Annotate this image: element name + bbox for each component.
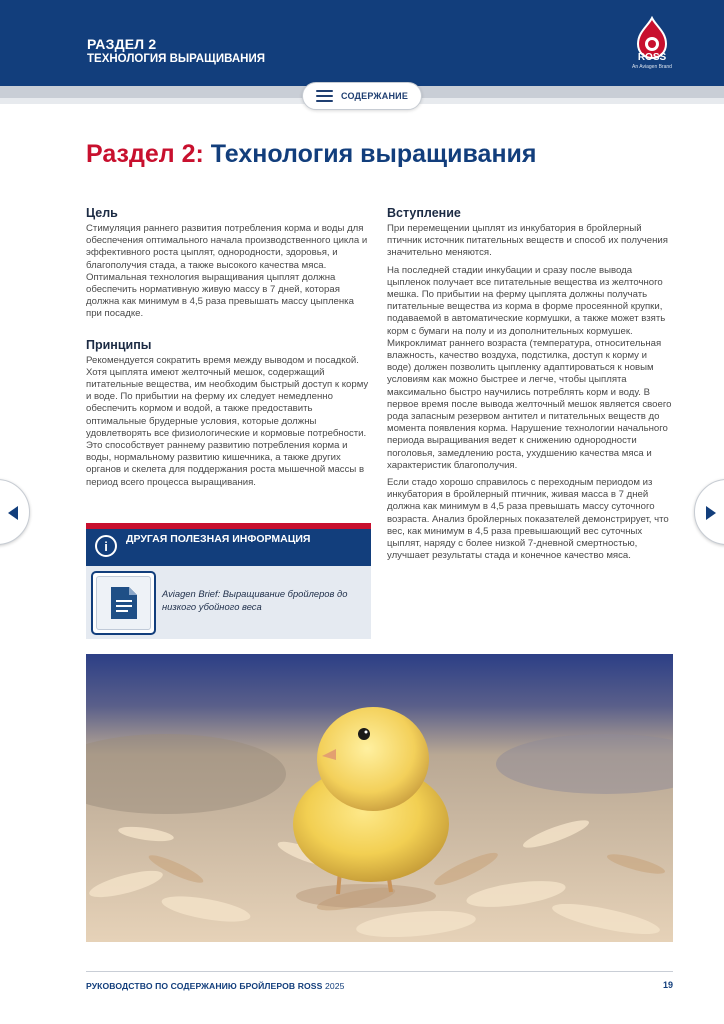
chevron-right-icon: [706, 506, 716, 520]
contents-label: СОДЕРЖАНИЕ: [340, 91, 409, 101]
info-box-title: ДРУГАЯ ПОЛЕЗНАЯ ИНФОРМАЦИЯ: [126, 533, 311, 545]
menu-icon: [316, 90, 333, 102]
info-box-body: [86, 566, 371, 639]
info-box-header: [86, 523, 371, 566]
title-main: Технология выращивания: [203, 140, 537, 168]
footer-title-text: РУКОВОДСТВО ПО СОДЕРЖАНИЮ БРОЙЛЕРОВ ROSS: [86, 981, 323, 991]
prev-page-button[interactable]: [0, 479, 30, 545]
intro-paragraph: Если стадо хорошо справилось с переходным периодом из инкубатория в бройлерный птичник, живая масса в 7 дней должна как минимум в 4,5 раза превышать массу суточного возраста. Анализ бройлерных показателей демонстрирует, что вес, как минимум в 4,5 раза превышающий вес суточных цыплят, наряду с более низкой 7-дневной смертностью, улучшает результаты стада и конечное качество мяса.: [387, 477, 669, 562]
useful-info-box: [86, 523, 371, 639]
intro-paragraph: На последней стадии инкубации и сразу после вывода цыпленок получает все питательные вещества из желточного мешка. По прибытии на ферму цыплята должны получать питательные вещества из корма в форме просеянной крупки, подаваемой в автоматические кормушки, а также может взять корм с бумаги на полу и из дополнительных кормушек. Микроклимат раннего возраста (температура, относительная влажность, качество воздуха, подстилка, доступ к корму и воде) должен позволить цыпленку адаптироваться к новым условиям как можно быстрее и легче, чтобы цыплята максимально быстро научились потреблять корм и воду. В первое время после вывода желточный мешок является своего рода запасным резервом антител и питательных веществ до момента появления корма. Нарушение технологии начального периода выращивания ведет к снижению однородности поголовья, замедлению роста, ухудшению качества мяса и характеристик благополучия.: [387, 264, 672, 471]
goal-heading: Цель: [86, 206, 118, 220]
footer-year: 2025: [322, 981, 345, 991]
logo-tagline: An Aviagen Brand: [632, 64, 672, 70]
intro-paragraph: При перемещении цыплят из инкубатория в бройлерный птичник источник питательных веществ и способ их получения значительно меняются.: [387, 223, 668, 259]
principles-heading: Принципы: [86, 337, 152, 352]
info-icon: i: [95, 535, 117, 557]
logo-text: ROSS: [637, 52, 667, 63]
chick-photo: [86, 654, 673, 942]
section-subtitle: ТЕХНОЛОГИЯ ВЫРАЩИВАНИЯ: [87, 53, 265, 65]
footer-title: [86, 981, 344, 991]
aviagen-brief-link[interactable]: [162, 587, 362, 613]
section-label: РАЗДЕЛ 2: [87, 36, 157, 52]
page-title: [86, 140, 537, 169]
chevron-left-icon: [8, 506, 18, 520]
contents-button[interactable]: [302, 82, 422, 110]
link-text: Выращивание бройлеров до низкого убойного веса: [162, 588, 348, 612]
intro-heading: Вступление: [387, 206, 461, 220]
page-number: 19: [662, 980, 673, 990]
document-icon: [109, 585, 139, 621]
link-prefix: Aviagen Brief:: [162, 588, 221, 599]
next-page-button[interactable]: [694, 479, 724, 545]
page-header: [0, 0, 724, 86]
right-column: [387, 206, 673, 567]
footer-divider: [86, 971, 673, 972]
principles-text: Рекомендуется сократить время между выводом и посадкой. Хотя цыплята имеют желточный мешок, содержащий питательные вещества, им необходим быстрый доступ к корму и воде. По прибытии на ферму их следует немедленно обеспечить кормом и водой, а также предоставить оптимальные брудерные условия, которые должны удовлетворять все физиологические и кормовые потребности. Это способствует раннему развитию потребления корма и воды, нормальному развитию кишечника, а также других органов и скелета для поддержания роста мышечной массы в период всего процесса выращивания.: [86, 354, 369, 488]
title-prefix: Раздел 2:: [86, 140, 204, 168]
left-column: [86, 206, 372, 494]
goal-text: Стимуляция раннего развития потребления корма и воды для обеспечения оптимального начала производственного цикла и эффективного роста цыплят, однородности, здоровья, и благополучия стада, а также высокого качества мяса. Оптимальная технология выращивания цыплят должна обеспечить нормативную живую массу в 7 дней, которая должна как минимум в 4,5 раза превышать массу цыпленка при посадке.: [86, 223, 368, 320]
document-link-tile[interactable]: [91, 571, 156, 635]
